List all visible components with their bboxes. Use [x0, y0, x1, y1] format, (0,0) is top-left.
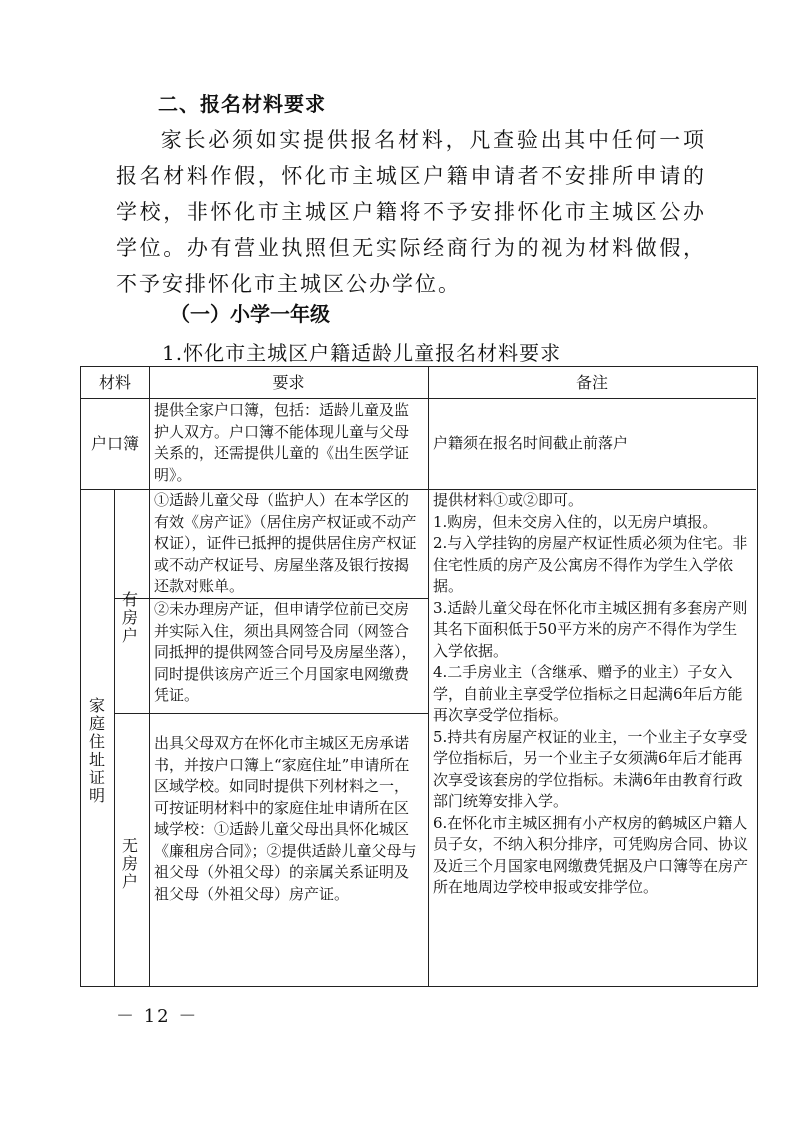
- note-item: 5.持共有房屋产权证的业主，一个业主子女享受学位指标后，另一个业主子女须满6年后才能再次享受该套房的学位指标。未满6年由教育行政部门统筹安排入学。: [433, 727, 748, 810]
- address-notes: [433, 490, 751, 899]
- row-label-address-proof: 家庭住址证明: [88, 696, 105, 805]
- note-item: 2.与入学挂钩的房屋产权证性质必须为住宅。非住宅性质的房产及公寓房不得作为学生入学依据。: [433, 534, 748, 595]
- intro-paragraph: [116, 122, 706, 302]
- table-caption: 1.怀化市主城区户籍适龄儿童报名材料要求: [162, 341, 562, 365]
- with-house-requirement-1: ①适龄儿童父母（监护人）在本学区的有效《房产证》（居住房产权证或不动产权证），证件已抵押的提供居住房产权证或不动产权证号、房屋坐落及银行按揭还款对账单。: [154, 491, 417, 595]
- header-material: 材料: [98, 373, 131, 392]
- section-heading: 二、报名材料要求: [158, 92, 326, 116]
- note-item: 6.在怀化市主城区拥有小产权房的鹤城区户籍人员子女，不纳入积分排序，可凭购房合同、协议及近三个月国家电网缴费凭据及户口簿等在房产所在地周边学校申报或安排学位。: [433, 813, 749, 896]
- note-item: 3.适龄儿童父母在怀化市主城区拥有多套房产则其名下面积低于50平方米的房产不得作为学生入学依据。: [433, 598, 748, 660]
- page-number: － 12 －: [116, 1006, 199, 1027]
- header-note: 备注: [575, 373, 608, 392]
- header-requirement: 要求: [272, 373, 305, 392]
- row-label-hukou: 户口簿: [90, 434, 139, 453]
- with-house-requirement-2: ②未办理房产证，但申请学位前已交房并实际入住，须出具网签合同（网签合同抵押的提供网签合同号及房屋坐落），同时提供该房产近三个月国家电网缴费凭证。: [154, 600, 417, 704]
- without-house-requirement: 出具父母双方在怀化市主城区无房承诺书，并按户口簿上“家庭住址”申请所在区域学校。如同时提供下列材料之一，可按证明材料中的家庭住址申请所在区域学校：①适龄儿童父母出具怀化城区《廉租房合同》；②提供适龄儿童父母与祖父母（外祖父母）的亲属关系证明及祖父母（外祖父母）房产证。: [154, 734, 417, 903]
- row-label-without-house: 无房户: [121, 836, 138, 891]
- row-label-with-house: 有房户: [121, 590, 138, 645]
- note-item: 1.购房，但未交房入住的，以无房户填报。: [433, 512, 718, 531]
- hukou-note: 户籍须在报名时间截止前落户: [433, 434, 629, 452]
- note-item: 4.二手房业主（含继承、赠予的业主）子女入学，自前业主享受学位指标之日起满6年后方能再次享受学位指标。: [433, 663, 743, 724]
- subsection-heading: （一）小学一年级: [170, 302, 330, 326]
- intro-paragraph-text: 家长必须如实提供报名材料，凡查验出其中任何一项报名材料作假，怀化市主城区户籍申请者不安排所申请的学校，非怀化市主城区户籍将不予安排怀化市主城区公办学位。办有营业执照但无实际经商行为的视为材料做假，不予安排怀化市主城区公办学位。: [116, 128, 706, 296]
- hukou-requirement: 提供全家户口簿，包括：适龄儿童及监护人双方。户口簿不能体现儿童与父母关系的，还需提供儿童的《出生医学证明》。: [154, 401, 410, 484]
- requirements-table: [80, 366, 758, 987]
- note-item: 提供材料①或②即可。: [433, 491, 584, 509]
